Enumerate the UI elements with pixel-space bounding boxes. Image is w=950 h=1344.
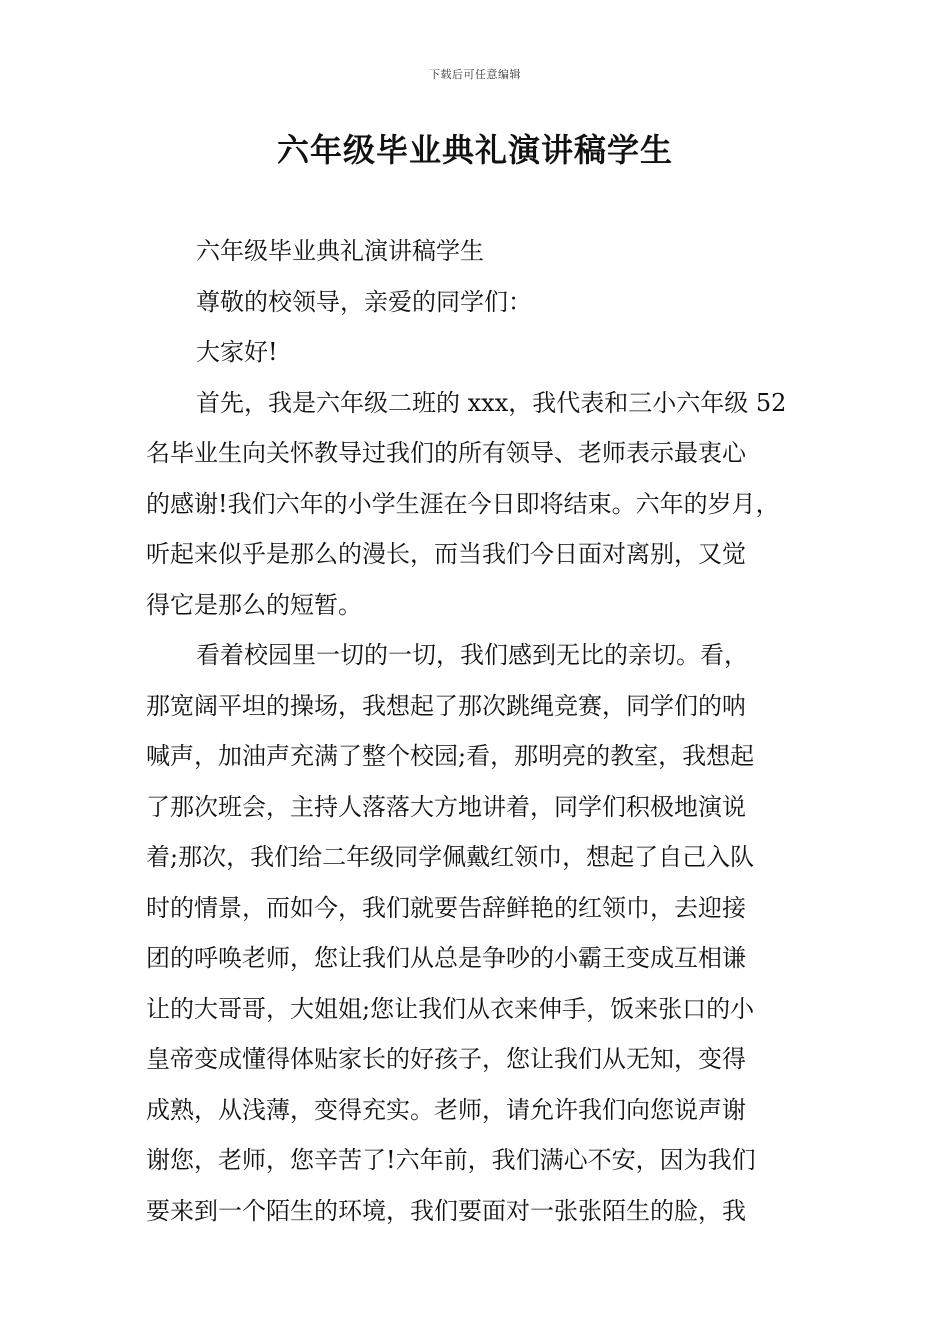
body-line: 喊声，加油声充满了整个校园;看，那明亮的教室，我想起	[146, 742, 755, 770]
body-line: 要来到一个陌生的环境，我们要面对一张张陌生的脸，我	[146, 1196, 746, 1225]
body-line: 名毕业生向关怀教导过我们的所有领导、老师表示最衷心	[146, 439, 746, 467]
header-note: 下载后可任意编辑	[429, 68, 521, 81]
document-title: 六年级毕业典礼演讲稿学生	[276, 131, 673, 169]
body-line: 得它是那么的短暂。	[146, 590, 362, 619]
body-line: 首先，我是六年级二班的 xxx，我代表和三小六年级 52	[196, 388, 787, 417]
body-line: 了那次班会，主持人落落大方地讲着，同学们积极地演说	[146, 792, 746, 821]
body-line: 团的呼唤老师，您让我们从总是争吵的小霸王变成互相谦	[146, 944, 746, 972]
body-line: 听起来似乎是那么的漫长，而当我们今日面对离别，又觉	[146, 540, 746, 568]
document-body	[146, 226, 836, 1236]
body-line: 的感谢!我们六年的小学生涯在今日即将结束。六年的岁月，	[146, 489, 780, 518]
body-line: 尊敬的校领导，亲爱的同学们：	[196, 287, 532, 316]
body-line: 成熟，从浅薄，变得充实。老师，请允许我们向您说声谢	[146, 1095, 746, 1124]
body-line: 大家好!	[196, 338, 278, 366]
body-line: 让的大哥哥，大姐姐;您让我们从衣来伸手，饭来张口的小	[146, 994, 755, 1023]
body-line: 六年级毕业典礼演讲稿学生	[196, 237, 484, 265]
body-line: 皇帝变成懂得体贴家长的好孩子，您让我们从无知，变得	[146, 1045, 746, 1073]
body-line: 看着校园里一切的一切，我们感到无比的亲切。看，	[196, 641, 748, 669]
body-line: 谢您，老师，您辛苦了!六年前，我们满心不安，因为我们	[146, 1146, 756, 1174]
body-line: 那宽阔平坦的操场，我想起了那次跳绳竞赛，同学们的呐	[146, 691, 746, 720]
body-line: 时的情景，而如今，我们就要告辞鲜艳的红领巾，去迎接	[146, 893, 746, 922]
body-line: 着;那次，我们给二年级同学佩戴红领巾，想起了自己入队	[146, 843, 755, 871]
